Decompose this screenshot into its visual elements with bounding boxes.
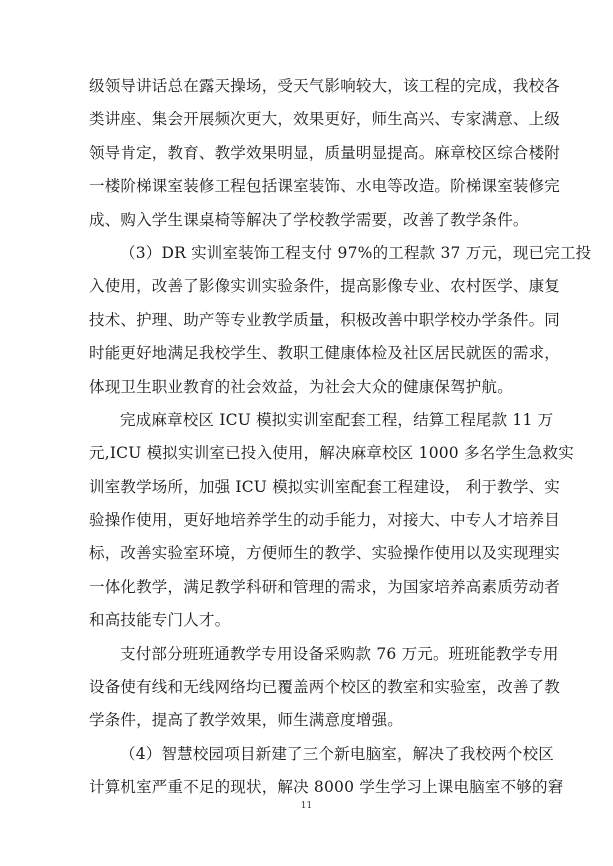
- text-line: 成、购入学生课桌椅等解决了学校教学需要，改善了教学条件。: [89, 210, 529, 229]
- text-line: 领导肯定，教育、教学效果明显，质量明显提高。麻章校区综合楼附: [89, 143, 561, 162]
- text-line: （3）DR 实训室装饰工程支付 97%的工程款 37 万元，现已完工投: [120, 243, 592, 262]
- text-line: 标，改善实验室环境，方便师生的教学、实验操作使用以及实现理实: [89, 544, 561, 563]
- text-line: 和高技能专门人才。: [89, 611, 231, 630]
- text-line: 训室教学场所，加强 ICU 模拟实训室配套工程建设， 利于教学、实: [89, 477, 560, 496]
- text-line: 元,ICU 模拟实训室已投入使用，解决麻章校区 1000 多名学生急救实: [89, 444, 574, 463]
- text-line: 级领导讲话总在露天操场，受天气影响较大，该工程的完成，我校各: [89, 77, 561, 95]
- body-text: [89, 70, 592, 805]
- text-line: 学条件，提高了教学效果，师生满意度增强。: [89, 711, 404, 730]
- text-line: 验操作使用，更好地培养学生的动手能力，对接大、中专人才培养目: [89, 511, 561, 530]
- text-line: 时能更好地满足我校学生、教职工健康体检及社区居民就医的需求，: [89, 344, 561, 363]
- text-line: 入使用，改善了影像实训实验条件，提高影像专业、农村医学、康复: [89, 277, 561, 296]
- text-line: 一楼阶梯课室装修工程包括课室装饰、水电等改造。阶梯课室装修完: [89, 177, 561, 196]
- text-line: 一体化教学，满足教学科研和管理的需求，为国家培养高素质劳动者: [89, 577, 561, 596]
- text-line: 类讲座、集会开展频次更大，效果更好，师生高兴、专家满意、上级: [89, 110, 561, 129]
- text-line: （4）智慧校园项目新建了三个新电脑室，解决了我校两个校区: [120, 744, 554, 763]
- text-line: 支付部分班班通教学专用设备采购款 76 万元。班班能教学专用: [120, 644, 559, 663]
- text-line: 体现卫生职业教育的社会效益，为社会大众的健康保驾护航。: [89, 377, 513, 396]
- text-line: 计算机室严重不足的现状，解决 8000 学生学习上课电脑室不够的窘: [89, 778, 564, 797]
- text-line: 技术、护理、助产等专业教学质量，积极改善中职学校办学条件。同: [89, 310, 561, 329]
- page-number: 11: [300, 801, 313, 811]
- text-line: 设备使有线和无线网络均已覆盖两个校区的教室和实验室，改善了教: [89, 678, 561, 697]
- text-line: 完成麻章校区 ICU 模拟实训室配套工程，结算工程尾款 11 万: [120, 410, 554, 429]
